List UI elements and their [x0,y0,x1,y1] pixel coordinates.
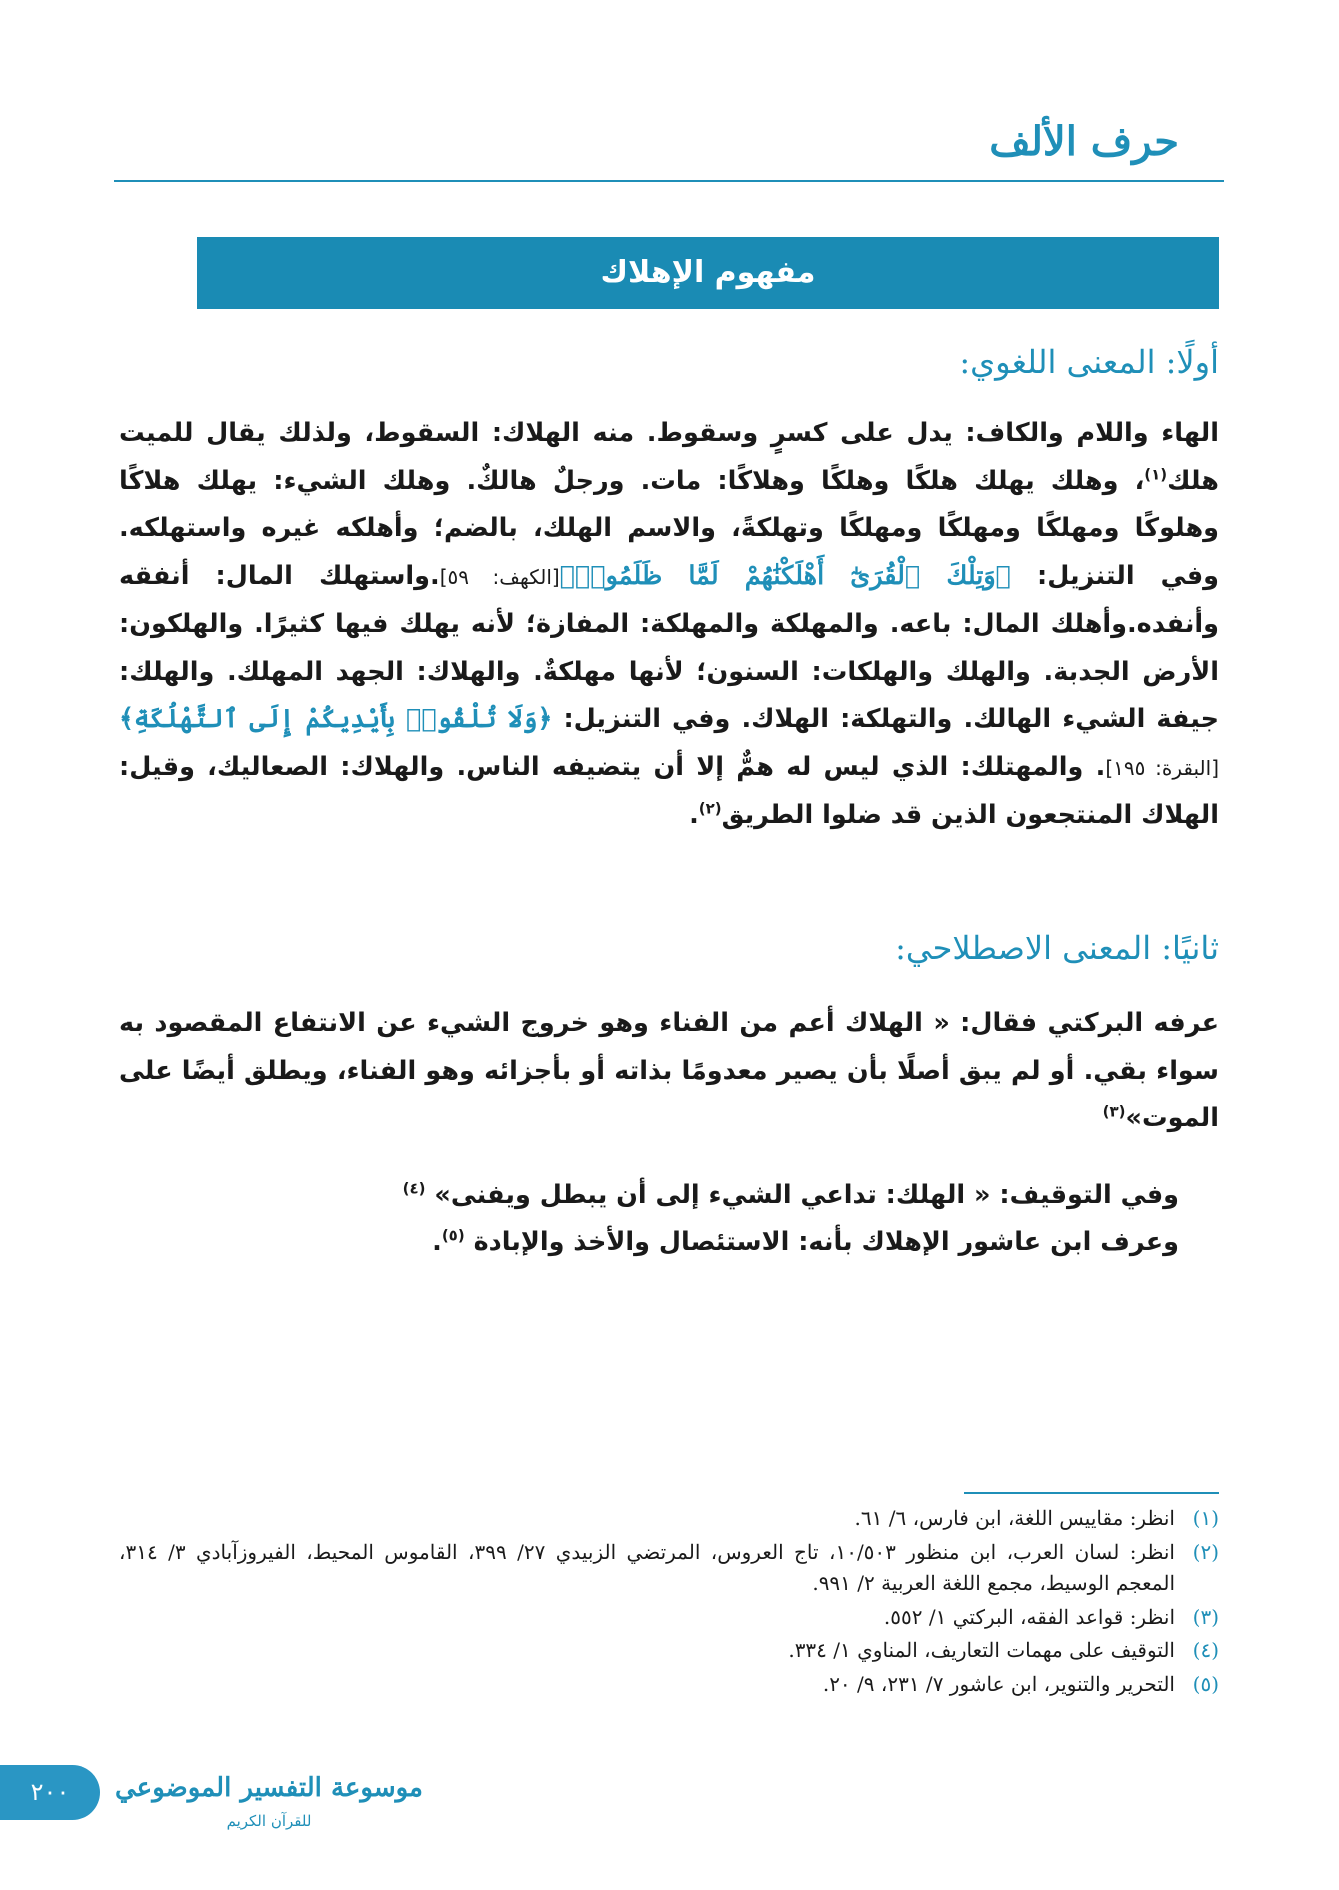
logo-subtitle: للقرآن الكريم [226,1812,312,1830]
text-segment: وفي التوقيف: « الهلك: تداعي الشيء إلى أن يبطل ويفنى» [425,1180,1179,1210]
footnote-item [119,1635,1219,1667]
footnote-ref-5[interactable]: (٥) [441,1226,465,1245]
encyclopedia-logo [115,1758,423,1838]
footnotes-rule [964,1492,1219,1494]
text-segment: . [432,1227,442,1257]
footnote-text: التوقيف على مهمات التعاريف، المناوي ١/ ٣٣٤. [788,1638,1175,1662]
quran-verse-1: ﴿وَتِلْكَ ٱلْقُرَىٰٓ أَهْلَكْنَٰهُمْ لَمَّا ظَلَمُوا۟﴾ [559,560,1011,591]
ibn-ashur-definition-paragraph [119,1219,1179,1267]
text-segment: . والمهتلك: الذي ليس له همٌّ إلا أن يتضيفه الناس. والهلاك: الصعاليك، وقيل: الهلاك المنتجعون الذين قد ضلوا الطريق [119,751,1219,830]
footnote-text: انظر: لسان العرب، ابن منظور ١٠/٥٠٣، تاج العروس، المرتضي الزبيدي ٢٧/ ٣٩٩، القاموس المحيط، الفيروزآبادي ٣/ ٣١٤، المعجم الوسيط، مجمع اللغة العربية ٢/ ٩٩١. [119,1539,1175,1595]
footnote-ref-4[interactable]: (٤) [402,1179,426,1198]
logo-title: موسوعة التفسير الموضوعي [115,1773,423,1803]
footnote-number: (١) [1192,1506,1219,1530]
running-header-title: حرف الألف [989,118,1179,165]
footnote-item [119,1669,1219,1701]
footnote-text: انظر: قواعد الفقه، البركتي ١/ ٥٥٢. [883,1604,1175,1629]
tawqif-definition-paragraph [119,1172,1179,1220]
quran-verse-2: ﴿وَلَا تُلْقُوا۟ بِأَيْدِيكُمْ إِلَى ٱلتَّهْلُكَةِ﴾ [119,704,553,734]
linguistic-meaning-paragraph [119,410,1219,840]
footnote-text: التحرير والتنوير، ابن عاشور ٧/ ٢٣١، ٩/ ٢٠. [822,1671,1175,1696]
text-segment: الهاء واللام والكاف: يدل على كسرٍ وسقوط. منه الهلاك: السقوط، ولذلك يقال للميت هلك [119,418,1219,496]
text-segment: وعرف ابن عاشور الإهلاك بأنه: الاستئصال والأخذ والإبادة [464,1227,1179,1257]
text-segment: عرفه البركتي فقال: « الهلاك أعم من الفناء وهو خروج الشيء عن الانتفاع المقصود به سواء بقي. أو لم يبق أصلًا بأن يصير معدومًا بذاته أو بأجزائه وهو الفناء، ويطلق أيضًا على الموت» [119,1008,1219,1133]
footnote-number: (٣) [1192,1604,1219,1629]
text-segment: ، وهلك يهلك هلكًا وهلكًا وهلاكًا: مات. ورجلٌ هالكٌ. وهلك الشيء: يهلك هلاكًا وهلوكًا ومهلكًا ومهلكًا ومهلكًا وتهلكةً، والاسم الهلك، بالضم؛ وأهلكه غيره واستهلكه. وفي التنزيل: [119,465,1220,591]
footnote-number: (٢) [1192,1539,1219,1564]
text-segment: . [689,800,699,830]
header-rule [114,180,1224,182]
technical-meaning-heading: ثانيًا: المعنى الاصطلاحي: [895,929,1219,967]
footnote-ref-2[interactable]: (٢) [698,799,722,818]
section-title-bar: مفهوم الإهلاك [197,237,1219,309]
footnote-text: انظر: مقاييس اللغة، ابن فارس، ٦/ ٦١. [854,1506,1175,1530]
footnote-ref-1[interactable]: (١) [1144,465,1168,483]
footnote-number: (٥) [1192,1671,1219,1696]
footnote-item [119,1537,1219,1600]
quran-citation-1: [الكهف: ٥٩] [439,564,560,589]
quran-citation-2: [البقرة: ١٩٥] [1105,755,1219,780]
footnote-ref-3[interactable]: (٣) [1102,1102,1126,1121]
technical-definition-paragraph [119,1000,1219,1143]
text-segment: .واستهلك المال: أنفقه وأنفده.وأهلك المال: باعه. والمهلكة والمهلكة: المفازة؛ لأنه يهلك فيها كثيرًا. والهلكون: الأرض الجدبة. والهلك والهلكات: السنون؛ لأنها مهلكةٌ. والهلاك: الجهد المهلك. والهلك: جيفة الشيء الهالك. والتهلكة: الهلاك. وفي التنزيل: [119,560,1219,734]
page-number-tab [0,1765,100,1820]
footnotes-list [119,1503,1219,1702]
page-number: ٢٠٠ [30,1778,70,1806]
footnote-item [119,1602,1219,1634]
linguistic-meaning-heading: أولًا: المعنى اللغوي: [959,343,1219,381]
footnote-number: (٤) [1192,1638,1219,1662]
footnote-item [119,1503,1219,1535]
